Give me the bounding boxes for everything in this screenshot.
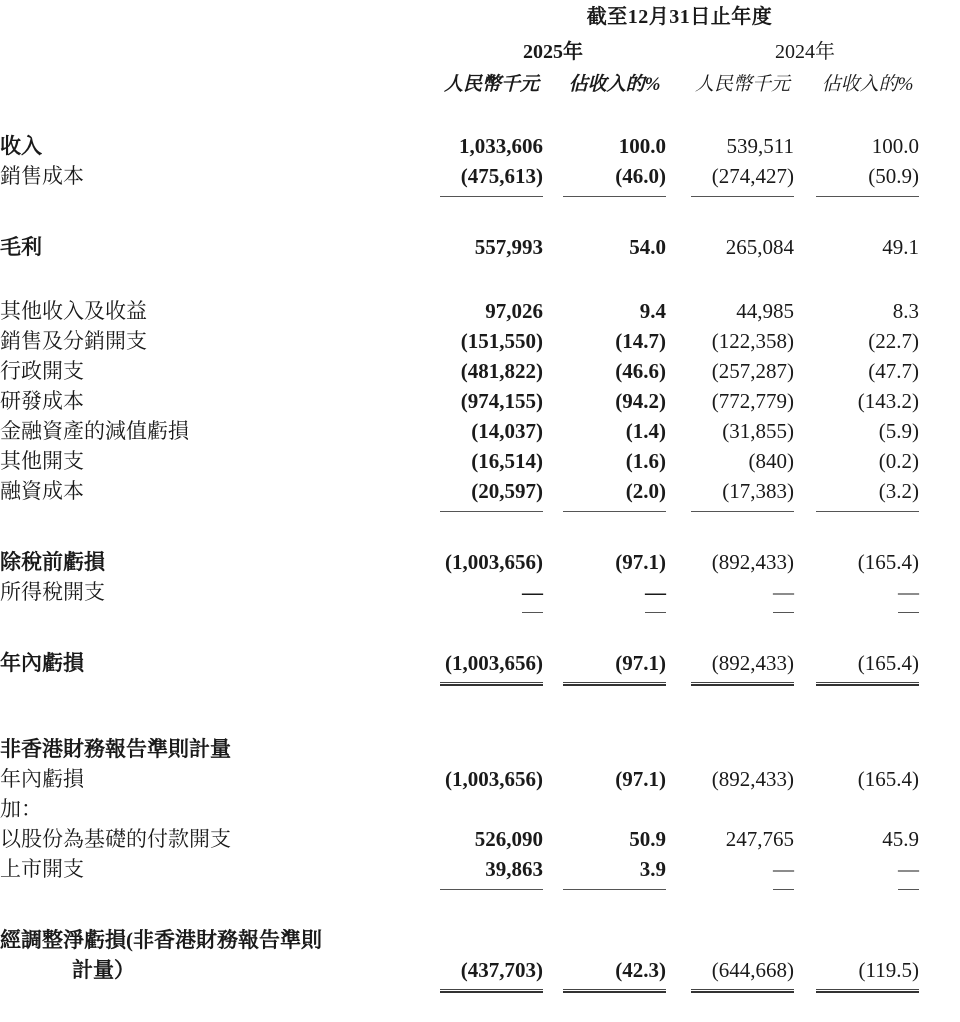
cell-rmb-2024: (122,358) [711,329,794,353]
table-row-loss-before-tax [0,546,960,576]
cell-rmb-2025: (1,003,656) [445,767,543,791]
table-body [0,102,960,990]
cell-rmb-2024: (644,668) [691,954,794,990]
cell-pct-2024: — [816,576,919,613]
row-label-line2: 計量） [72,958,135,982]
cell-rmb-2025: (20,597) [440,475,543,512]
year-header-row [0,35,960,69]
row-label-line1: 經調整淨虧損(非香港財務報告準則 [0,928,322,952]
table-row-adjusted-net-loss-line1 [0,924,960,954]
cell-pct-2025: (14.7) [615,329,666,353]
cell-rmb-2025: (16,514) [471,449,543,473]
cell-pct-2024: (0.2) [878,449,919,473]
table-row-other-income [0,295,960,325]
table-row-income-tax [0,576,960,613]
cell-pct-2025: 9.4 [639,299,666,323]
cell-rmb-2024: 44,985 [736,299,794,323]
period-header-row [0,0,960,35]
row-label: 年內虧損 [0,767,84,791]
cell-pct-2025: (1.6) [625,449,666,473]
section-title-non-hkfrs: 非香港財務報告準則計量 [0,737,231,761]
cell-pct-2024: 45.9 [882,827,919,851]
cell-pct-2025: (97.1) [615,767,666,791]
cell-rmb-2025: (974,155) [460,389,543,413]
cell-rmb-2024: 265,084 [725,235,794,259]
cell-pct-2024: (47.7) [868,359,919,383]
row-label: 年內虧損 [0,651,84,675]
table-row-impairment-loss [0,415,960,445]
cell-pct-2024: (143.2) [857,389,919,413]
cell-pct-2024: (50.9) [816,160,919,197]
table-row-other-expenses [0,445,960,475]
cell-rmb-2024: (892,433) [711,550,794,574]
cell-rmb-2024: — [691,853,794,890]
cell-rmb-2025: (1,003,656) [440,647,543,683]
cell-pct-2024: (3.2) [816,475,919,512]
cell-pct-2024: 8.3 [892,299,919,323]
row-label: 融資成本 [0,479,84,503]
cell-rmb-2025: 39,863 [440,853,543,890]
cell-pct-2025: (97.1) [563,647,666,683]
cell-rmb-2025: (481,822) [460,359,543,383]
cell-rmb-2025: 1,033,606 [459,134,543,158]
cell-rmb-2024: (274,427) [691,160,794,197]
cell-pct-2025: — [563,576,666,613]
cell-pct-2025: (94.2) [615,389,666,413]
cell-rmb-2025: — [440,576,543,613]
table-header [0,0,960,102]
table-row-finance-costs [0,475,960,512]
cell-pct-2024: 49.1 [882,235,919,259]
cell-rmb-2024: (892,433) [711,767,794,791]
cell-pct-2025: (46.6) [615,359,666,383]
table-row-gross-profit [0,231,960,261]
table-row-admin-expenses [0,355,960,385]
row-label: 金融資產的減值虧損 [0,419,189,443]
cell-rmb-2025: (151,550) [460,329,543,353]
cell-rmb-2024: (892,433) [691,647,794,683]
table-row-cost-of-sales [0,160,960,197]
table-row-nh-loss-for-year [0,763,960,793]
unit-pct-2025: 佔收入的% [568,74,661,95]
table-row-adjusted-net-loss [0,954,960,990]
row-label: 毛利 [0,235,42,259]
row-label: 上市開支 [0,857,84,881]
cell-pct-2024: (165.4) [816,647,919,683]
table-row-loss-for-year [0,647,960,683]
cell-pct-2024: — [816,853,919,890]
cell-rmb-2024: (772,779) [711,389,794,413]
table-row-add-label [0,793,960,823]
row-label: 收入 [0,134,42,158]
unit-rmb-2024: 人民幣千元 [694,74,790,95]
unit-pct-2024: 佔收入的% [821,74,914,95]
cell-rmb-2024: (257,287) [711,359,794,383]
row-label: 除稅前虧損 [0,550,105,574]
table-row-revenue [0,130,960,160]
row-label: 行政開支 [0,359,84,383]
cell-rmb-2024: — [691,576,794,613]
table-row-rd-costs [0,385,960,415]
row-label: 以股份為基礎的付款開支 [0,827,231,851]
table-row-selling-expenses [0,325,960,355]
cell-rmb-2025: (14,037) [471,419,543,443]
table-row-listing-expenses [0,853,960,890]
year-2024-header: 2024年 [775,41,835,63]
row-label: 所得稅開支 [0,580,105,604]
table-row-non-hkfrs-title [0,733,960,763]
cell-pct-2024: (119.5) [816,954,919,990]
cell-rmb-2025: 526,090 [474,827,543,851]
row-label-add: 加： [0,797,42,821]
year-2025-header: 2025年 [523,41,583,63]
cell-pct-2024: 100.0 [871,134,919,158]
cell-pct-2025: 100.0 [618,134,666,158]
row-label: 研發成本 [0,389,84,413]
cell-rmb-2024: 539,511 [726,134,794,158]
cell-rmb-2025: (475,613) [440,160,543,197]
cell-pct-2025: 50.9 [629,827,666,851]
row-label: 銷售成本 [0,164,84,188]
period-title: 截至12月31日止年度 [586,6,773,28]
row-label: 其他開支 [0,449,84,473]
cell-pct-2025: (42.3) [563,954,666,990]
cell-pct-2025: 54.0 [629,235,666,259]
cell-rmb-2025: 97,026 [485,299,543,323]
table-row-share-based-payment [0,823,960,853]
cell-rmb-2025: 557,993 [474,235,543,259]
row-label: 其他收入及收益 [0,299,147,323]
cell-rmb-2025: (437,703) [440,954,543,990]
cell-rmb-2024: 247,765 [725,827,794,851]
unit-header-row [0,69,960,102]
cell-pct-2024: (22.7) [868,329,919,353]
cell-rmb-2025: (1,003,656) [445,550,543,574]
cell-rmb-2024: (31,855) [722,419,794,443]
unit-rmb-2025: 人民幣千元 [443,74,539,95]
cell-pct-2025: (2.0) [563,475,666,512]
cell-pct-2024: (165.4) [857,767,919,791]
cell-rmb-2024: (840) [748,449,794,473]
cell-pct-2025: (46.0) [563,160,666,197]
cell-rmb-2024: (17,383) [691,475,794,512]
row-label: 銷售及分銷開支 [0,329,147,353]
cell-pct-2025: (1.4) [625,419,666,443]
cell-pct-2025: (97.1) [615,550,666,574]
cell-pct-2025: 3.9 [563,853,666,890]
cell-pct-2024: (5.9) [878,419,919,443]
cell-pct-2024: (165.4) [857,550,919,574]
